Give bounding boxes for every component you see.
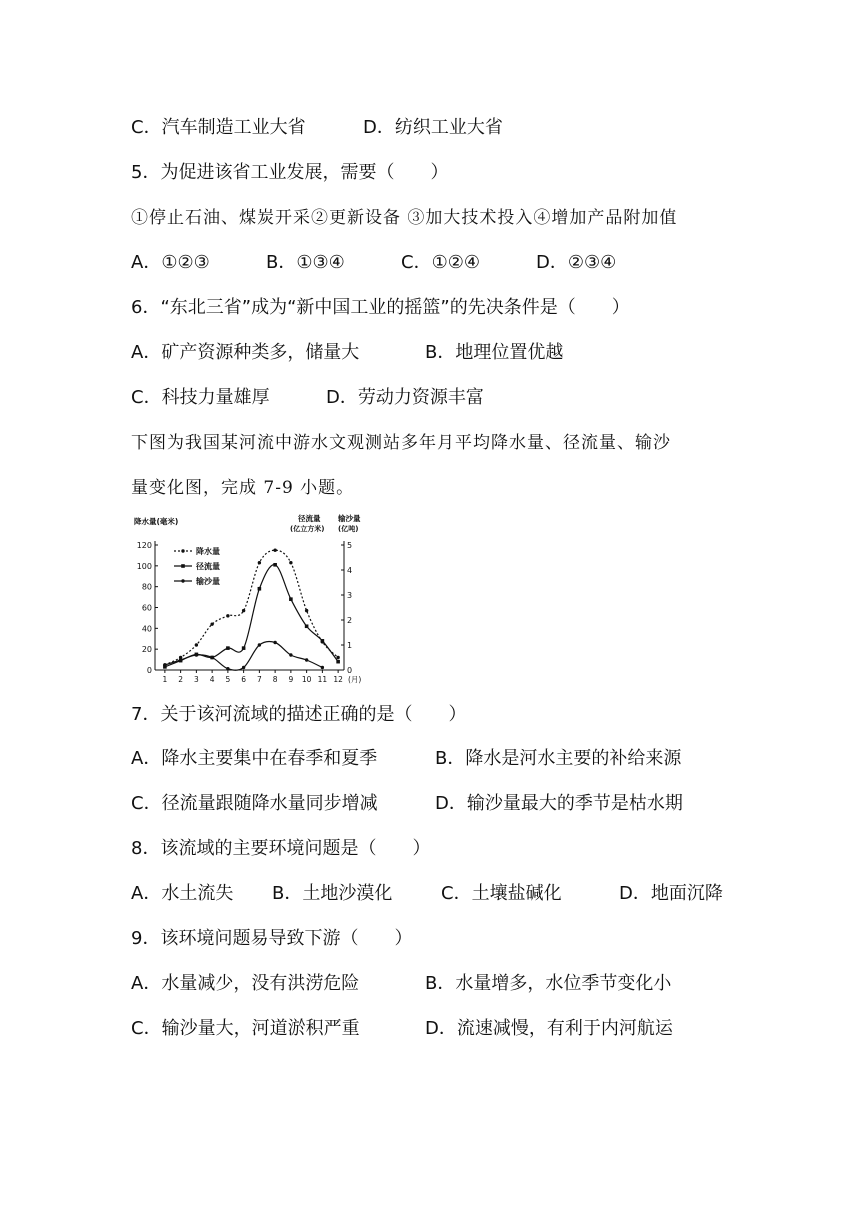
series-point-3: [289, 653, 292, 656]
series-point-3: [258, 643, 261, 646]
option-b: B．降水是河水主要的补给来源: [435, 748, 682, 769]
chart-intro-line-1: 下图为我国某河流中游水文观测站多年月平均降水量、径流量、输沙: [131, 433, 671, 453]
option-d: D．②③④: [536, 252, 617, 273]
series-point-1: [336, 656, 339, 659]
series-point-1: [258, 561, 261, 564]
series-point-3: [321, 666, 324, 669]
right-tick-label: 0: [347, 666, 353, 675]
chart-intro-line-2: 量变化图，完成 7-9 小题。: [131, 478, 355, 498]
right-axis-title-2-unit: (亿吨): [338, 525, 359, 533]
series-point-3: [242, 666, 245, 669]
series-point-1: [210, 622, 213, 625]
option-c: C．输沙量大，河道淤积严重: [131, 1018, 360, 1039]
x-tick-label: 9: [288, 675, 294, 684]
question-6: 6．“东北三省”成为“新中国工业的摇篮”的先决条件是（ ）: [131, 297, 630, 318]
question-5-items: ①停止石油、煤炭开采②更新设备 ③加大技术投入④增加产品附加值: [131, 208, 678, 228]
right-tick-label: 5: [347, 541, 353, 550]
right-tick-label: 1: [347, 641, 353, 650]
option-c: C．①②④: [401, 252, 480, 273]
x-tick-label: 10: [301, 675, 312, 684]
left-tick-label: 120: [136, 541, 152, 550]
x-tick-label: 3: [193, 675, 199, 684]
option-d: D．纺织工业大省: [363, 117, 503, 138]
legend-marker-2: [181, 564, 185, 568]
option-a: A．降水主要集中在春季和夏季: [131, 748, 378, 769]
option-b: B．①③④: [266, 252, 345, 273]
right-axis-title-1-unit: (亿立方米): [290, 525, 325, 533]
series-point-1: [226, 614, 229, 617]
x-tick-label: 7: [256, 675, 262, 684]
left-tick-label: 80: [141, 582, 152, 592]
series-point-2: [273, 563, 277, 567]
left-tick-label: 0: [146, 666, 152, 675]
series-line-1: [165, 550, 338, 665]
left-tick-label: 100: [136, 561, 152, 571]
left-tick-label: 20: [141, 645, 152, 655]
right-tick-label: 4: [347, 566, 353, 575]
left-tick-label: 40: [141, 624, 152, 634]
series-point-1: [195, 643, 198, 646]
x-tick-label: 1: [162, 675, 168, 684]
series-point-3: [273, 641, 276, 644]
question-9: 9．该环境问题易导致下游（ ）: [131, 928, 413, 949]
question-7: 7．关于该河流域的描述正确的是（ ）: [131, 704, 467, 725]
option-c: C．科技力量雄厚: [131, 387, 270, 408]
hydrology-chart: [126, 513, 362, 689]
option-c: C．土壤盐碱化: [441, 883, 562, 904]
option-a: A．水量减少，没有洪涝危险: [131, 973, 360, 994]
series-point-2: [336, 660, 340, 664]
question-5: 5．为促进该省工业发展，需要（ ）: [131, 162, 449, 183]
right-axis-title-1: 径流量: [298, 514, 321, 523]
x-tick-label: 6: [241, 675, 247, 684]
option-d: D．输沙量最大的季节是枯水期: [435, 793, 683, 814]
x-unit-label: (月): [348, 675, 362, 684]
x-tick-label: 12: [333, 675, 343, 684]
option-d: D．劳动力资源丰富: [326, 387, 484, 408]
series-point-1: [273, 549, 276, 552]
series-point-3: [195, 653, 198, 656]
option-a: A．矿产资源种类多，储量大: [131, 342, 360, 363]
series-point-2: [258, 587, 262, 591]
series-point-3: [163, 663, 166, 666]
series-point-2: [226, 646, 230, 650]
series-line-2: [165, 565, 338, 667]
option-c: C．径流量跟随降水量同步增减: [131, 793, 378, 814]
option-b: B．土地沙漠化: [272, 883, 393, 904]
series-point-1: [242, 609, 245, 612]
right-tick-label: 3: [347, 591, 353, 600]
series-point-2: [305, 624, 309, 628]
series-point-3: [179, 658, 182, 661]
series-point-3: [226, 667, 229, 670]
right-axis-title-2: 输沙量: [338, 514, 361, 523]
option-a: A．水土流失: [131, 883, 234, 904]
series-point-3: [305, 658, 308, 661]
series-point-3: [210, 656, 213, 659]
option-d: D．流速减慢，有利于内河航运: [425, 1018, 673, 1039]
left-axis-title: 降水量(毫米): [134, 517, 179, 526]
x-tick-label: 5: [225, 675, 231, 684]
x-tick-label: 2: [178, 675, 184, 684]
series-point-2: [242, 646, 246, 650]
x-tick-label: 4: [209, 675, 215, 684]
left-tick-label: 60: [141, 603, 152, 613]
legend-label-2: 径流量: [196, 562, 220, 571]
question-8: 8．该流域的主要环境问题是（ ）: [131, 838, 431, 859]
legend-marker-1: [181, 549, 184, 552]
legend-label-3: 输沙量: [196, 577, 220, 586]
series-point-2: [321, 639, 325, 643]
x-tick-label: 11: [317, 675, 328, 684]
right-tick-label: 2: [347, 616, 353, 625]
legend-marker-3: [181, 579, 184, 582]
legend-label-1: 降水量: [196, 547, 220, 556]
series-point-1: [305, 609, 308, 612]
x-tick-label: 8: [272, 675, 278, 684]
option-b: B．地理位置优越: [425, 342, 564, 363]
option-a: A．①②③: [131, 252, 210, 273]
series-point-1: [289, 561, 292, 564]
option-d: D．地面沉降: [619, 883, 723, 904]
option-b: B．水量增多，水位季节变化小: [425, 973, 672, 994]
option-c: C．汽车制造工业大省: [131, 117, 306, 138]
series-point-2: [289, 597, 293, 601]
